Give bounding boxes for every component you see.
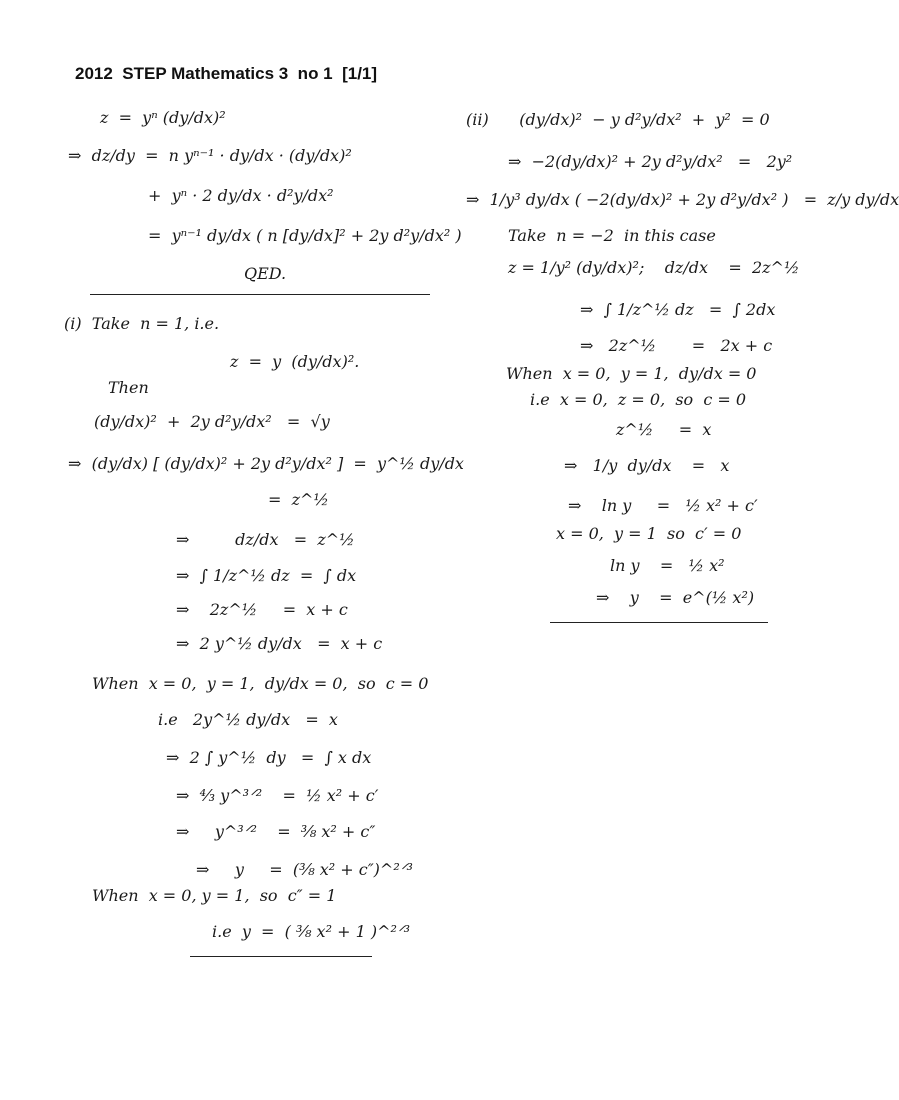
left-line-14: ⇒ 2z^½ = x + c (176, 600, 348, 619)
right-line-10: z^½ = x (616, 420, 712, 439)
left-line-15: ⇒ 2 y^½ dy/dx = x + c (176, 634, 383, 653)
left-line-2: ⇒ dz/dy = n yⁿ⁻¹ · dy/dx · (dy/dx)² (68, 146, 352, 165)
right-line-3: ⇒ 1/y³ dy/dx ( −2(dy/dx)² + 2y d²y/dx² ) = z/y dy/dx (466, 190, 899, 209)
right-line-11: ⇒ 1/y dy/dx = x (564, 456, 730, 475)
left-line-3: + yⁿ · 2 dy/dx · d²y/dx² (148, 186, 334, 205)
left-divider-2 (190, 956, 372, 957)
right-line-7: ⇒ 2z^½ = 2x + c (580, 336, 773, 355)
right-divider (550, 622, 768, 623)
left-line-13: ⇒ ∫ 1/z^½ dz = ∫ dx (176, 566, 357, 585)
left-line-12: ⇒ dz/dx = z^½ (176, 530, 355, 549)
page-title: 2012 STEP Mathematics 3 no 1 [1/1] (75, 64, 378, 83)
left-line-21: ⇒ y = (³⁄₈ x² + c″)^²ᐟ³ (196, 860, 413, 879)
right-line-6: ⇒ ∫ 1/z^½ dz = ∫ 2dx (580, 300, 776, 319)
left-line-11: = z^½ (268, 490, 329, 509)
left-line-18: ⇒ 2 ∫ y^½ dy = ∫ x dx (166, 748, 372, 767)
right-line-9: i.e x = 0, z = 0, so c = 0 (530, 390, 747, 409)
right-line-5: z = 1/y² (dy/dx)²; dz/dx = 2z^½ (508, 258, 800, 277)
right-line-2: ⇒ −2(dy/dx)² + 2y d²y/dx² = 2y² (508, 152, 793, 171)
right-line-1: (ii) (dy/dx)² − y d²y/dx² + y² = 0 (466, 110, 770, 129)
right-line-12: ⇒ ln y = ½ x² + c′ (568, 496, 758, 515)
left-divider-1 (90, 294, 430, 295)
left-line-7: z = y (dy/dx)². (230, 352, 360, 371)
right-line-4: Take n = −2 in this case (508, 226, 716, 245)
left-line-19: ⇒ ⁴⁄₃ y^³ᐟ² = ½ x² + c′ (176, 786, 379, 805)
left-line-17: i.e 2y^½ dy/dx = x (158, 710, 338, 729)
left-line-6: (i) Take n = 1, i.e. (64, 314, 220, 333)
left-line-22: When x = 0, y = 1, so c″ = 1 (92, 886, 337, 905)
left-line-23: i.e y = ( ³⁄₈ x² + 1 )^²ᐟ³ (212, 922, 411, 941)
left-line-9: (dy/dx)² + 2y d²y/dx² = √y (94, 412, 330, 431)
left-line-5: QED. (244, 264, 287, 283)
left-line-16: When x = 0, y = 1, dy/dx = 0, so c = 0 (92, 674, 429, 693)
left-line-10: ⇒ (dy/dx) [ (dy/dx)² + 2y d²y/dx² ] = y^½ dy/dx (68, 454, 464, 473)
right-line-14: ln y = ½ x² (610, 556, 725, 575)
right-line-15: ⇒ y = e^(½ x²) (596, 588, 755, 607)
left-line-4: = yⁿ⁻¹ dy/dx ( n [dy/dx]² + 2y d²y/dx² ) (148, 226, 462, 245)
left-line-1: z = yⁿ (dy/dx)² (100, 108, 226, 127)
right-line-8: When x = 0, y = 1, dy/dx = 0 (506, 364, 757, 383)
right-line-13: x = 0, y = 1 so c′ = 0 (556, 524, 742, 543)
left-line-20: ⇒ y^³ᐟ² = ³⁄₈ x² + c″ (176, 822, 376, 841)
left-line-8: Then (108, 378, 149, 397)
